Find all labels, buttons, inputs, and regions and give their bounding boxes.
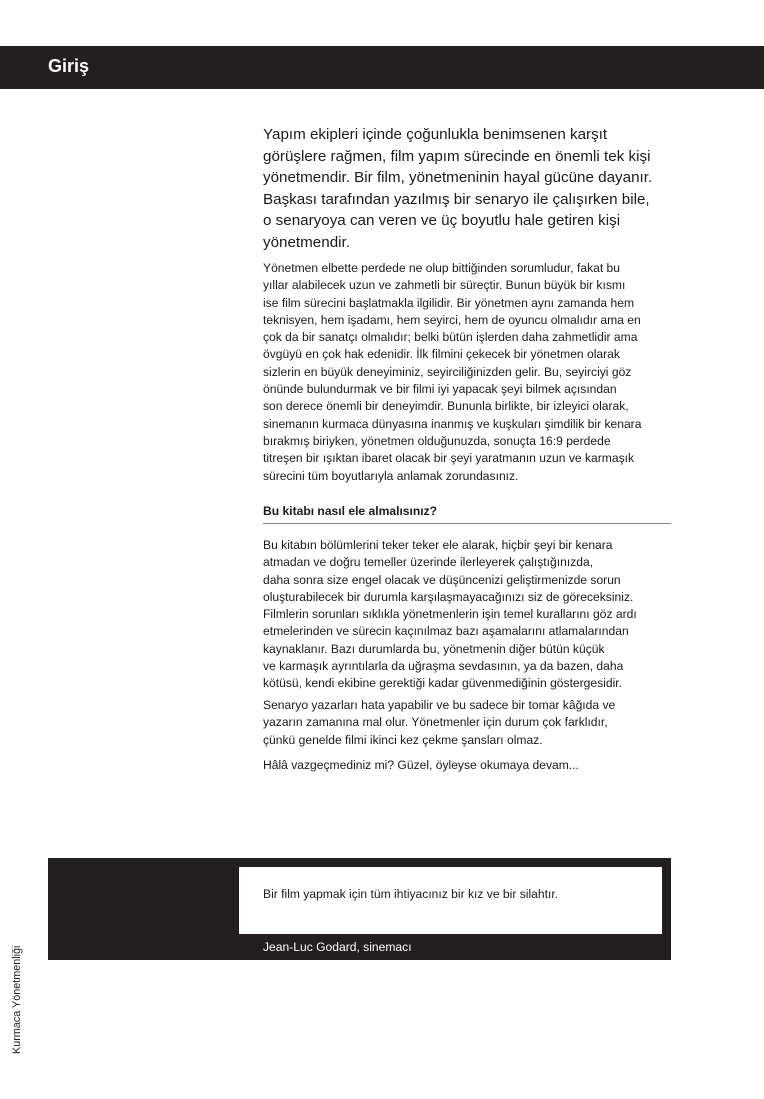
text-line: oluşturabilecek bir durumla karşılaşmayacağınızı siz de göreceksiniz.	[263, 589, 634, 604]
text-line: yazarın zamanına mal olur. Yönetmenler için durum çok farklıdır,	[263, 715, 608, 730]
method-paragraph	[263, 537, 673, 693]
intro-paragraph	[263, 260, 673, 485]
text-line: Yönetmen elbette perdede ne olup bittiğinden sorumludur, fakat bu	[263, 261, 621, 275]
quote-panel	[239, 867, 662, 934]
text-line: bırakmış biriyken, yönetmen olduğunuzda, sonuçta 16:9 perdede	[263, 433, 611, 448]
quote-box	[48, 858, 671, 960]
chapter-header-bar	[0, 46, 764, 89]
text-line: kaynaklanır. Bazı durumlarda bu, yönetmenin diğer bütün küçük	[263, 641, 605, 656]
text-line: çünkü genelde filmi ikinci kez çekme şansları olmaz.	[263, 732, 543, 747]
text-line: yönetmendir.	[263, 233, 350, 251]
text-line: yıllar alabilecek uzun ve zahmetli bir süreçtir. Bunun büyük bir kısmı	[263, 278, 626, 293]
text-line: sizlerin en büyük deneyiminiz, seyirciliğinizden gelir. Bu, seyirciyi göz	[263, 364, 632, 379]
lead-paragraph	[263, 124, 673, 254]
text-line: övgüyü en çok hak edenidir. İlk filmini çekecek bir yönetmen olarak	[263, 347, 620, 362]
text-line: sinemanın kurmaca dünyasına inanmış ve kuşkuları şimdilik bir kenara	[263, 416, 642, 431]
text-line: çok da bir sanatçı olmalıdır; belki bütün işlerden daha zahmetlidir ama	[263, 330, 638, 345]
text-line: kötüsü, kendi ekibine gerektiği kadar güvenmediğinin göstergesidir.	[263, 676, 622, 691]
writers-paragraph	[263, 697, 673, 749]
text-line: Başkası tarafından yazılmış bir senaryo ile çalışırken bile,	[263, 190, 650, 208]
text-line: ise film sürecini başlatmakla ilgilidir. Bir yönetmen aynı zamanda hem	[263, 295, 635, 310]
text-line: Senaryo yazarları hata yapabilir ve bu sadece bir tomar kâğıda ve	[263, 698, 616, 712]
quote-author: Jean-Luc Godard, sinemacı	[263, 940, 412, 954]
quote-text: Bir film yapmak için tüm ihtiyacınız bir kız ve bir silahtır.	[263, 887, 559, 901]
book-spine-label: Kurmaca Yönetmenliği	[11, 945, 23, 1054]
text-line: teknisyen, hem işadamı, hem seyirci, hem de oyuncu olmalıdır ama en	[263, 312, 641, 327]
text-line: ve karmaşık ayrıntılarla da uğraşma sevdasının, ya da bazen, daha	[263, 659, 624, 674]
text-line: sürecini tüm boyutlarıyla anlamak zorundasınız.	[263, 468, 519, 483]
closing-paragraph	[263, 757, 673, 774]
text-line: Hâlâ vazgeçmediniz mi? Güzel, öyleyse okumaya devam...	[263, 758, 579, 772]
text-line: Filmlerin sorunları sıklıkla yönetmenlerin işin temel kurallarını göz ardı	[263, 607, 637, 622]
text-line: etmelerinden ve sürecin kaçınılmaz bazı aşamalarını atlamalarından	[263, 624, 629, 639]
text-line: titreşen bir ışıktan ibaret olacak bir şeyi yaratmanın uzun ve karmaşık	[263, 451, 635, 466]
section-heading: Bu kitabı nasıl ele almalısınız?	[263, 504, 671, 524]
text-line: görüşlere rağmen, film yapım sürecinde en önemli tek kişi	[263, 147, 651, 165]
chapter-title: Giriş	[48, 56, 90, 76]
text-line: Bu kitabın bölümlerini teker teker ele alarak, hiçbir şeyi bir kenara	[263, 538, 613, 552]
text-line: son derece önemli bir deneyimdir. Bununla birlikte, bir izleyici olarak,	[263, 399, 629, 414]
text-line: Yapım ekipleri içinde çoğunlukla benimsenen karşıt	[263, 126, 608, 143]
text-line: daha sonra size engel olacak ve düşüncenizi geliştirmenizde sorun	[263, 572, 621, 587]
text-line: atmadan ve doğru temeller üzerinde ilerleyerek çalıştığınızda,	[263, 555, 594, 570]
text-line: önünde bulundurmak ve bir filmi iyi yapacak şeyi bilmek açısından	[263, 382, 617, 397]
text-line: yönetmendir. Bir film, yönetmeninin hayal gücüne dayanır.	[263, 169, 653, 187]
text-line: o senaryoya can veren ve üç boyutlu hale getiren kişi	[263, 212, 621, 230]
